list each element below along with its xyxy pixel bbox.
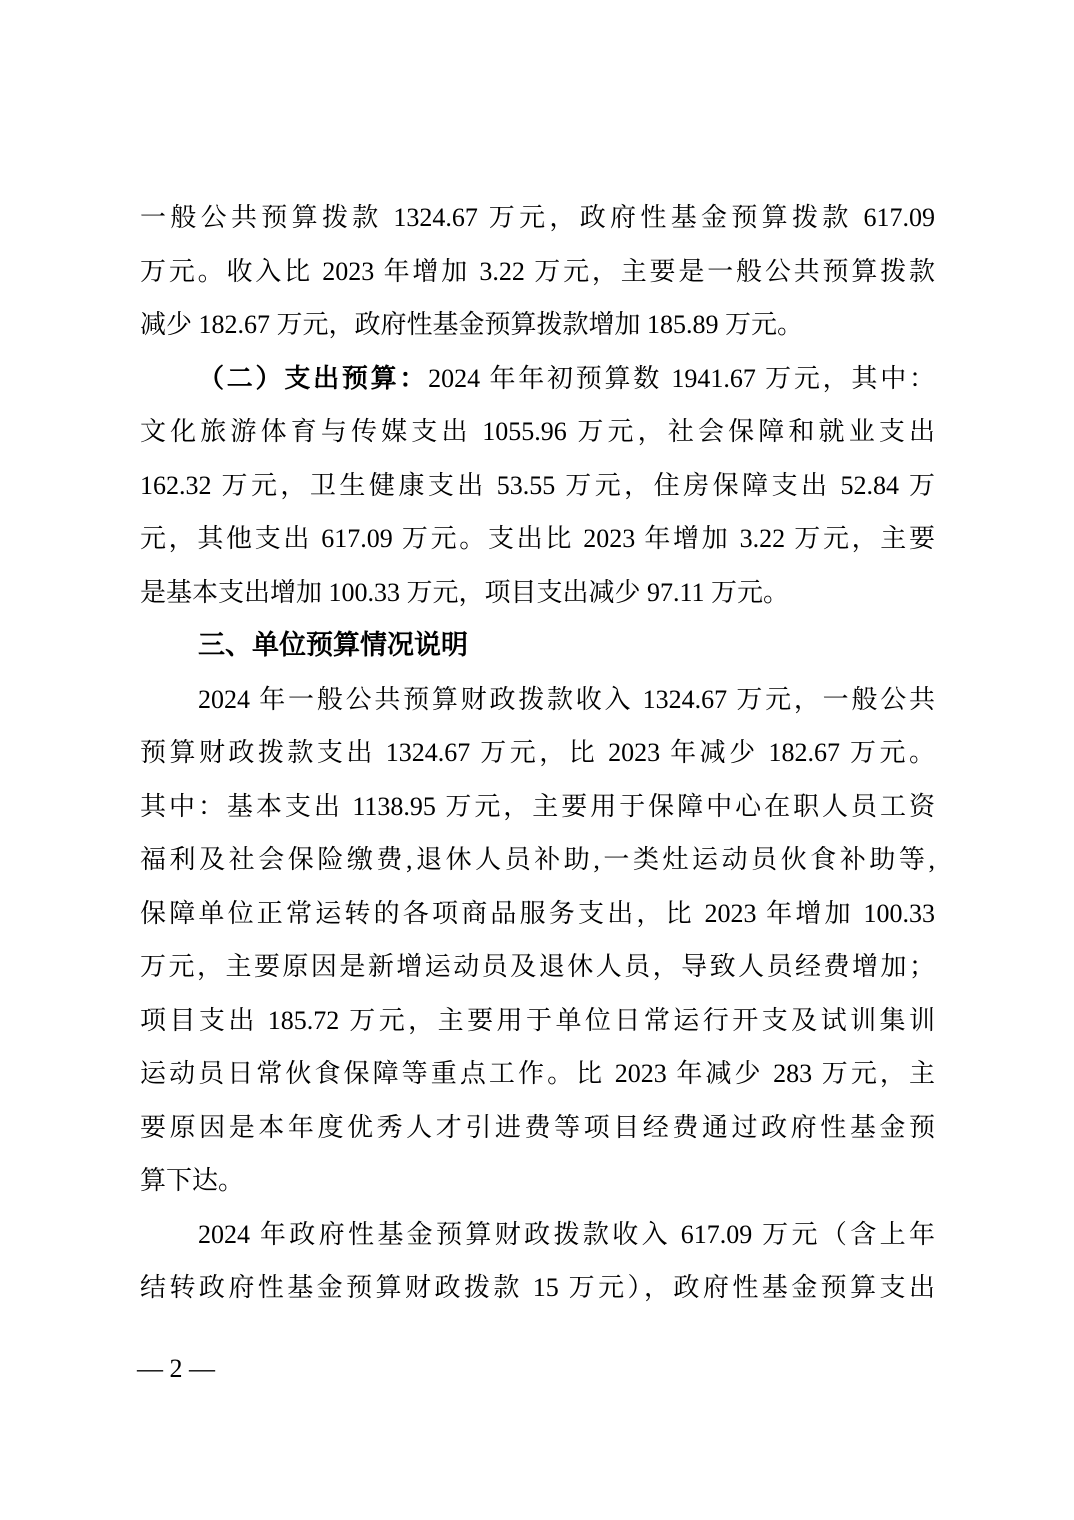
- text-segment: 算下达。: [140, 1166, 245, 1195]
- text-line: [140, 1261, 935, 1315]
- text-line: [140, 1047, 935, 1101]
- text-line: [140, 940, 935, 994]
- text-line: [140, 298, 935, 352]
- text-line: [140, 405, 935, 459]
- text-line: [140, 887, 935, 941]
- text-segment: 2024 年一般公共预算财政拨款收入 1324.67 万元，一般公共: [198, 684, 935, 714]
- text-segment: 一般公共预算拨款 1324.67 万元，政府性基金预算拨款 617.09: [140, 203, 935, 232]
- text-segment: 结转政府性基金预算财政拨款 15 万元），政府性基金预算支出: [140, 1273, 935, 1302]
- text-line: [140, 512, 935, 566]
- text-line: [140, 1208, 935, 1262]
- text-segment: 万元。收入比 2023 年增加 3.22 万元，主要是一般公共预算拨款: [140, 256, 935, 286]
- text-line: [140, 459, 935, 513]
- text-segment: 文化旅游体育与传媒支出 1055.96 万元，社会保障和就业支出: [140, 417, 935, 446]
- document-body: [140, 191, 935, 1315]
- text-line: [140, 1101, 935, 1155]
- section-heading: [140, 619, 935, 673]
- text-segment: 2024 年年初预算数 1941.67 万元，其中：: [428, 363, 935, 393]
- text-segment: 元，其他支出 617.09 万元。支出比 2023 年增加 3.22 万元，主要: [140, 524, 935, 553]
- text-segment: 项目支出 185.72 万元，主要用于单位日常运行开支及试训集训: [140, 1005, 935, 1035]
- text-segment: 万元，主要原因是新增运动员及退休人员，导致人员经费增加；: [140, 952, 935, 981]
- text-line: [140, 673, 935, 727]
- text-line: [140, 833, 935, 887]
- text-line: [140, 352, 935, 406]
- text-segment: 要原因是本年度优秀人才引进费等项目经费通过政府性基金预: [140, 1112, 935, 1142]
- text-segment: 162.32 万元，卫生健康支出 53.55 万元，住房保障支出 52.84 万: [140, 470, 935, 500]
- text-segment: 福利及社会保险缴费,退休人员补助,一类灶运动员伙食补助等,: [140, 845, 935, 874]
- page-footer: [137, 1349, 215, 1389]
- text-line: [140, 566, 935, 620]
- text-segment: 减少 182.67 万元，政府性基金预算拨款增加 185.89 万元。: [140, 310, 804, 339]
- text-segment: 其中：基本支出 1138.95 万元，主要用于保障中心在职人员工资: [140, 791, 935, 821]
- text-line: [140, 1154, 935, 1208]
- text-segment: 运动员日常伙食保障等重点工作。比 2023 年减少 283 万元，主: [140, 1059, 935, 1088]
- text-line: [140, 245, 935, 299]
- text-line: [140, 994, 935, 1048]
- emphasis-text: 三、单位预算情况说明: [198, 630, 468, 660]
- text-line: [140, 726, 935, 780]
- page-number: — 2 —: [137, 1354, 215, 1383]
- text-segment: 保障单位正常运转的各项商品服务支出，比 2023 年增加 100.33: [140, 898, 935, 928]
- emphasis-text: （二）支出预算：: [198, 363, 429, 393]
- text-line: [140, 191, 935, 245]
- text-segment: 是基本支出增加 100.33 万元，项目支出减少 97.11 万元。: [140, 577, 790, 607]
- text-segment: 预算财政拨款支出 1324.67 万元，比 2023 年减少 182.67 万元。: [140, 738, 935, 767]
- text-segment: 2024 年政府性基金预算财政拨款收入 617.09 万元（含上年: [198, 1219, 935, 1249]
- text-line: [140, 780, 935, 834]
